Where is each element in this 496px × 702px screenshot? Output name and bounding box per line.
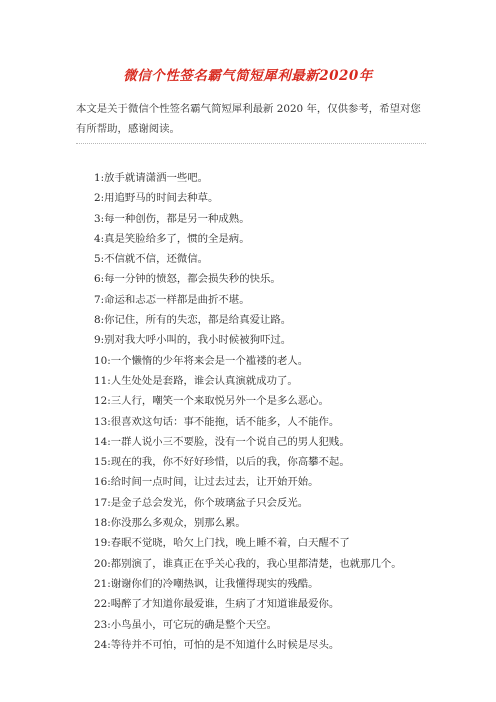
list-item: 19:春眠不觉晓，哈欠上门找，晚上睡不着，白天醒不了 xyxy=(94,537,350,550)
divider xyxy=(76,143,426,144)
list-item: 1:放手就请潇洒一些吧。 xyxy=(94,172,209,184)
intro-paragraph: 本文是关于微信个性签名霸气简短犀利最新 2020 年，仅供参考，希望对您有所帮助，感谢阅读。 xyxy=(76,103,421,135)
list-item: 24:等待并不可怕，可怕的是不知道什么时候是尽头。 xyxy=(94,638,340,651)
list-item: 5:不信就不信，还微信。 xyxy=(94,253,209,266)
list-item: 12:三人行，嘲笑一个来取悦另外一个是多么恶心。 xyxy=(94,395,329,408)
list-item: 21:谢谢你们的冷嘲热讽，让我懂得现实的残酷。 xyxy=(94,577,319,590)
list-item: 8:你记住，所有的失恋，都是给真爱让路。 xyxy=(94,314,292,327)
list-item: 2:用追野马的时间去种草。 xyxy=(94,192,219,205)
list-item: 10:一个懒惰的少年将来会是一个褴褛的老人。 xyxy=(94,354,309,367)
list-item: 15:现在的我，你不好好珍惜，以后的我，你高攀不起。 xyxy=(94,456,350,469)
list-item: 11:人生处处是套路，谁会认真演就成功了。 xyxy=(94,374,298,387)
list-item: 6:每一分钟的愤怒，都会损失秒的快乐。 xyxy=(94,273,281,286)
document-title: 微信个性签名霸气简短犀利最新2020年 xyxy=(123,68,373,84)
list-item: 9:别对我大呼小叫的，我小时候被狗吓过。 xyxy=(94,334,292,347)
list-item: 14:一群人说小三不要脸，没有一个说自己的男人犯贱。 xyxy=(94,435,350,448)
list-item: 20:都别演了，谁真正在乎关心我的，我心里都清楚，也就那几个。 xyxy=(94,557,402,570)
list-item: 16:给时间一点时间，让过去过去，让开始开始。 xyxy=(94,476,319,489)
signature-list xyxy=(94,168,434,655)
list-item: 7:命运和忐忑一样都是曲折不堪。 xyxy=(94,293,250,306)
list-item: 3:每一种创伤，都是另一种成熟。 xyxy=(94,212,250,225)
list-item: 22:喝醉了才知道你最爱谁，生病了才知道谁最爱你。 xyxy=(94,598,340,611)
list-item: 4:真是笑脸给多了，惯的全是病。 xyxy=(94,232,250,245)
list-item: 13:很喜欢这句话：事不能拖，话不能多，人不能作。 xyxy=(94,415,340,428)
list-item: 23:小鸟虽小，可它玩的确是整个天空。 xyxy=(94,618,277,631)
list-item: 18:你没那么多观众，别那么累。 xyxy=(94,517,246,530)
list-item: 17:是金子总会发光，你个玻璃盆子只会反光。 xyxy=(94,496,309,509)
